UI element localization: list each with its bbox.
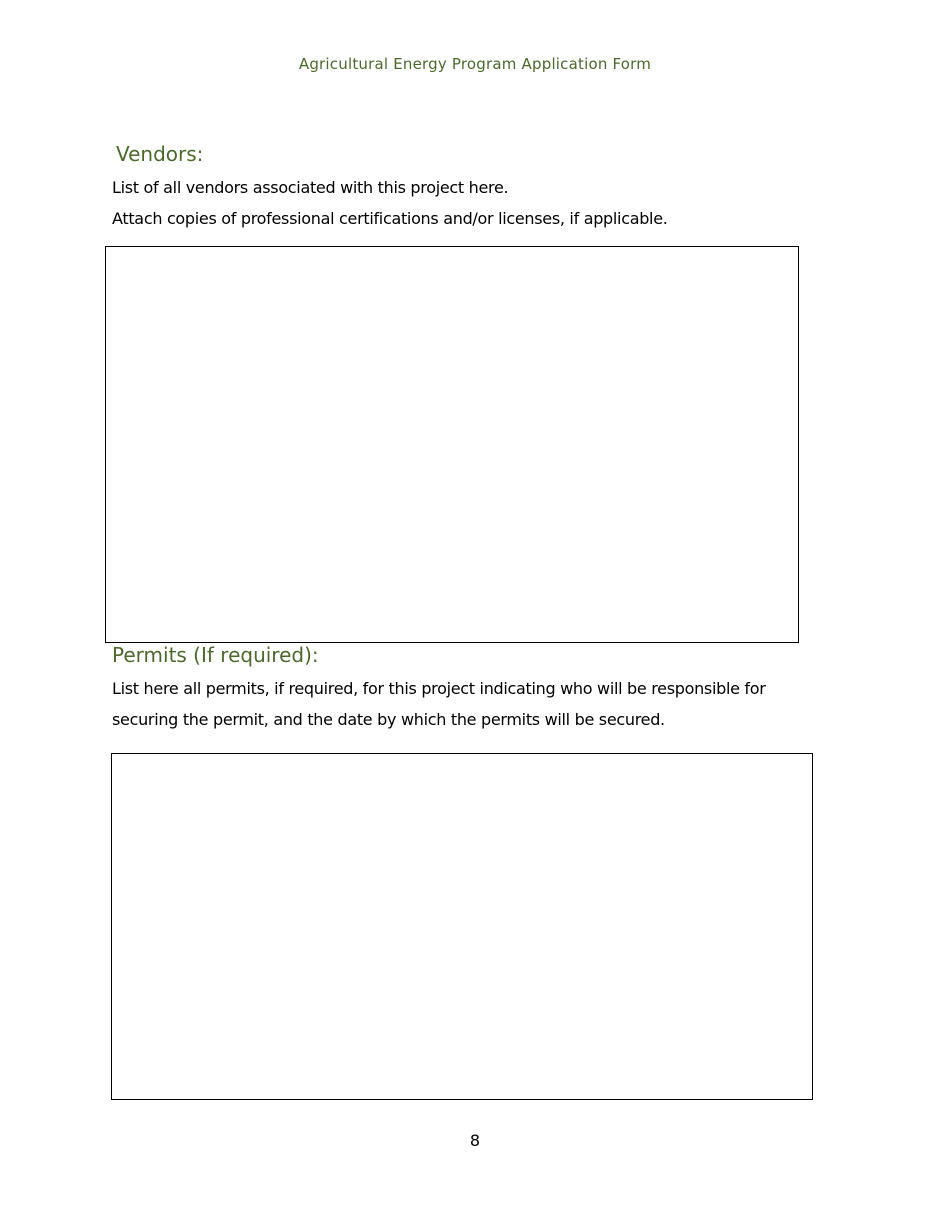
page-number: 8 (469, 1131, 481, 1150)
permits-instruction-line: List here all permits, if required, for this project indicating who will be responsible for (112, 679, 766, 698)
vendors-instruction-line: Attach copies of professional certifications and/or licenses, if applicable. (112, 209, 668, 228)
permits-heading: Permits (If required): (112, 643, 319, 667)
permits-instruction-line: securing the permit, and the date by which the permits will be secured. (112, 710, 665, 729)
vendors-instruction-line: List of all vendors associated with this project here. (112, 178, 509, 197)
vendors-heading: Vendors: (116, 142, 204, 166)
permits-text-field[interactable] (111, 753, 813, 1100)
document-header-title: Agricultural Energy Program Application Form (298, 55, 652, 73)
vendors-text-field[interactable] (105, 246, 799, 643)
